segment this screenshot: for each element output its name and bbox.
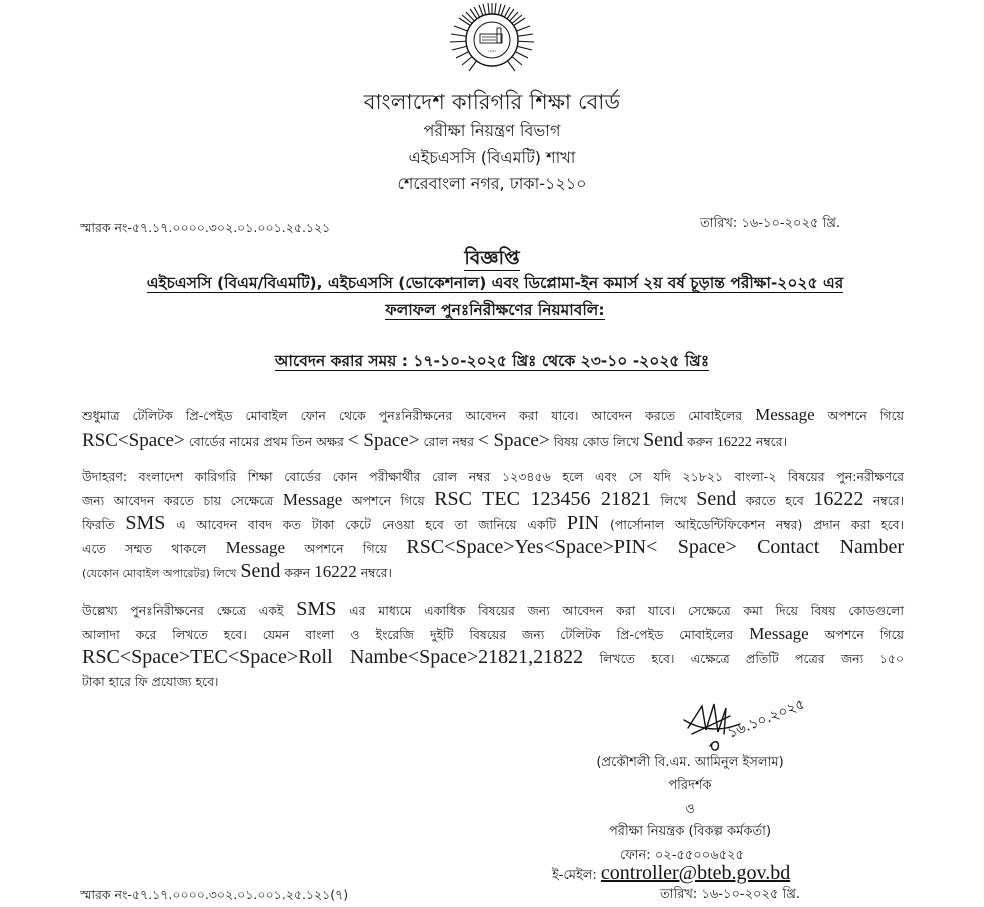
- text: লিখতে হবে। এক্ষেত্রে প্রতিটি পত্রের জন্য ১৫০: [599, 651, 904, 666]
- signature-date: ১৬.১০.২০২৫: [725, 696, 808, 742]
- signatory-role-1: পরিদর্শক: [668, 778, 712, 793]
- text: করতে হবে: [745, 493, 804, 508]
- p2-line-4: [82, 536, 904, 560]
- memo-date: তারিখ: ১৬-১০-২০২৫ খ্রি.: [700, 216, 841, 231]
- text: করুন: [687, 434, 713, 449]
- text: 16222: [314, 562, 357, 581]
- instruction-paragraph-2: [82, 465, 904, 585]
- application-period: [0, 349, 984, 375]
- memo-number: স্মারক নং-৫৭.১৭.০০০০.৩০২.০১.০০১.২৫.১২১: [80, 220, 331, 235]
- signatory-email: [552, 862, 790, 887]
- text: লিখে: [660, 493, 687, 508]
- bteb-emblem-icon: [442, 2, 542, 78]
- text: < Space>: [478, 430, 550, 451]
- section: এইচএসসি (বিএমটি) শাখা: [408, 148, 576, 167]
- text: (পার্সোনাল আইডেন্টিফিকেশন নম্বর) প্রদান করা হবে।: [609, 517, 905, 532]
- signature-date-line: তারিখ: ১৬-১০-২০২৫ খ্রি.: [660, 887, 801, 902]
- text: Send: [696, 488, 737, 510]
- text: অপশনে গিয়ে: [351, 493, 425, 508]
- email-label: ই-মেইল:: [552, 868, 597, 883]
- text: অপশনে গিয়ে: [304, 541, 388, 556]
- department: পরীক্ষা নিয়ন্ত্রণ বিভাগ: [423, 121, 561, 140]
- text: Send: [240, 560, 281, 582]
- handwritten-signature-icon: [680, 690, 810, 760]
- notice-subject: [110, 270, 880, 324]
- text: Send: [643, 429, 684, 451]
- text: SMS: [296, 598, 337, 620]
- signatory-role-2: পরীক্ষা নিয়ন্ত্রক (বিকল্প কর্মকর্তা): [608, 824, 772, 839]
- text: RSC TEC 123456 21821: [434, 488, 652, 510]
- text: টাকা হারে ফি প্রযোজ্য হবে।: [82, 674, 219, 689]
- text: আলাদা করে লিখতে হবে। যেমন বাংলা ও ইংরেজি দুইটি বিষয়ের জন্য টেলিটক প্রি-পেইড মোবাইলের: [82, 627, 734, 642]
- p3-line-2: [82, 622, 904, 646]
- text: ফিরতি: [82, 517, 115, 532]
- application-period-text: আবেদন করার সময় : ১৭-১০-২০২৫ খ্রিঃ থেকে ২৩-১০ -২০২৫ খ্রিঃ: [274, 352, 710, 370]
- p2-line-2: [82, 488, 904, 512]
- memo-number-bottom: স্মারক নং-৫৭.১৭.০০০০.৩০২.০১.০০১.২৫.১২১(৭): [80, 887, 349, 902]
- org-name: বাংলাদেশ কারিগরি শিক্ষা বোর্ড: [363, 90, 621, 114]
- subject-line-2: ফলাফল পুনঃনিরীক্ষণের নিয়মাবলি:: [385, 301, 605, 319]
- text: (যেকোন মোবাইল অপারেটর) লিখে: [82, 567, 237, 580]
- p2-line-1: [82, 465, 904, 488]
- text: এ আবেদন বাবদ কত টাকা কেটে নেওয়া হবে তা জানিয়ে একটি: [176, 517, 557, 532]
- text: PIN: [566, 512, 600, 534]
- instruction-paragraph-3: [82, 598, 904, 693]
- text: অপশনে গিয়ে: [824, 627, 904, 642]
- text: RSC<Space>: [82, 430, 185, 451]
- text: RSC<Space>TEC<Space>Roll Nambe<Space>21821,21822: [82, 646, 584, 668]
- email-link[interactable]: controller@bteb.gov.bd: [600, 862, 791, 884]
- text: < Space>: [347, 430, 420, 451]
- text: অপশনে গিয়ে: [827, 408, 904, 423]
- signatory-name: (প্রকৌশলী বি.এম. আমিনুল ইসলাম): [596, 755, 784, 770]
- text: 16222: [813, 488, 864, 510]
- address: শেরেবাংলা নগর, ঢাকা-১২১০: [397, 174, 587, 193]
- text: শুধুমাত্র টেলিটক প্রি-পেইড মোবাইল ফোন থেকে পুনঃনিরীক্ষনের আবেদন করা যাবে। আবেদন করতে মোবাইলের: [82, 408, 743, 423]
- instruction-paragraph-1: [82, 402, 904, 455]
- p2-line-3: [82, 512, 904, 536]
- text: রোল নম্বর: [423, 434, 475, 449]
- text: জন্য আবেদন করতে চায় সেক্ষেত্রে: [82, 493, 274, 508]
- text: Message: [755, 405, 815, 424]
- p2-line-5: [82, 560, 904, 585]
- text: RSC<Space>Yes<Space>PIN< Space> Contact Namber: [406, 536, 905, 558]
- text: উদাহরণ: বংলাদেশ কারিগরি শিক্ষা বোর্ডের কোন পরীক্ষার্থীর রোল নম্বর ১২৩৪৫৬ হলে এবং সে যদি ২১৮২১ বাংলা-২ বিষয়ের পুন:নরীক্ষণরে: [82, 469, 904, 484]
- text: এতে সম্মত থাকলে: [82, 541, 207, 556]
- text: Message: [282, 490, 343, 509]
- text: করুন: [284, 565, 311, 580]
- text: বোর্ডের নামের প্রথম তিন অক্ষর: [188, 434, 344, 449]
- text: নম্বরে।: [360, 565, 392, 580]
- p1-line-1: [82, 402, 904, 428]
- text: বিষয় কোড লিখে: [553, 434, 640, 449]
- p3-line-3: [82, 646, 904, 670]
- p1-line-2: [82, 428, 904, 455]
- text: উল্লেখ্য পুনঃনিরীক্ষনের ক্ষেত্রে একই: [82, 603, 284, 618]
- svg-text:১৯৬৭: ১৯৬৭: [487, 49, 497, 53]
- text: Message: [749, 624, 809, 643]
- signatory-conjunction: ও: [685, 802, 695, 817]
- notice-title-text: বিজ্ঞপ্তি: [464, 247, 520, 269]
- subject-line-1: এইচএসসি (বিএম/বিএমটি), এইচএসসি (ভোকেশনাল) এবং ডিপ্লোমা-ইন কমার্স ২য় বর্ষ চূড়ান্ত পরীক্ষা-২০২৫ এর: [146, 274, 844, 292]
- text: 16222: [716, 435, 752, 450]
- text: নম্বরে।: [755, 434, 788, 449]
- text: নম্বরে।: [872, 493, 905, 508]
- p3-line-1: [82, 598, 904, 622]
- signatory-phone: ফোন: ০২-৫৫০০৬৫২৫: [620, 848, 744, 863]
- text: এর মাধ্যমে একাধিক বিষয়ের জন্য আবেদন করা যাবে। সেক্ষেত্রে কমা দিয়ে বিষয় কোডগুলো: [349, 603, 905, 618]
- text: Message: [225, 538, 286, 557]
- text: SMS: [125, 512, 166, 534]
